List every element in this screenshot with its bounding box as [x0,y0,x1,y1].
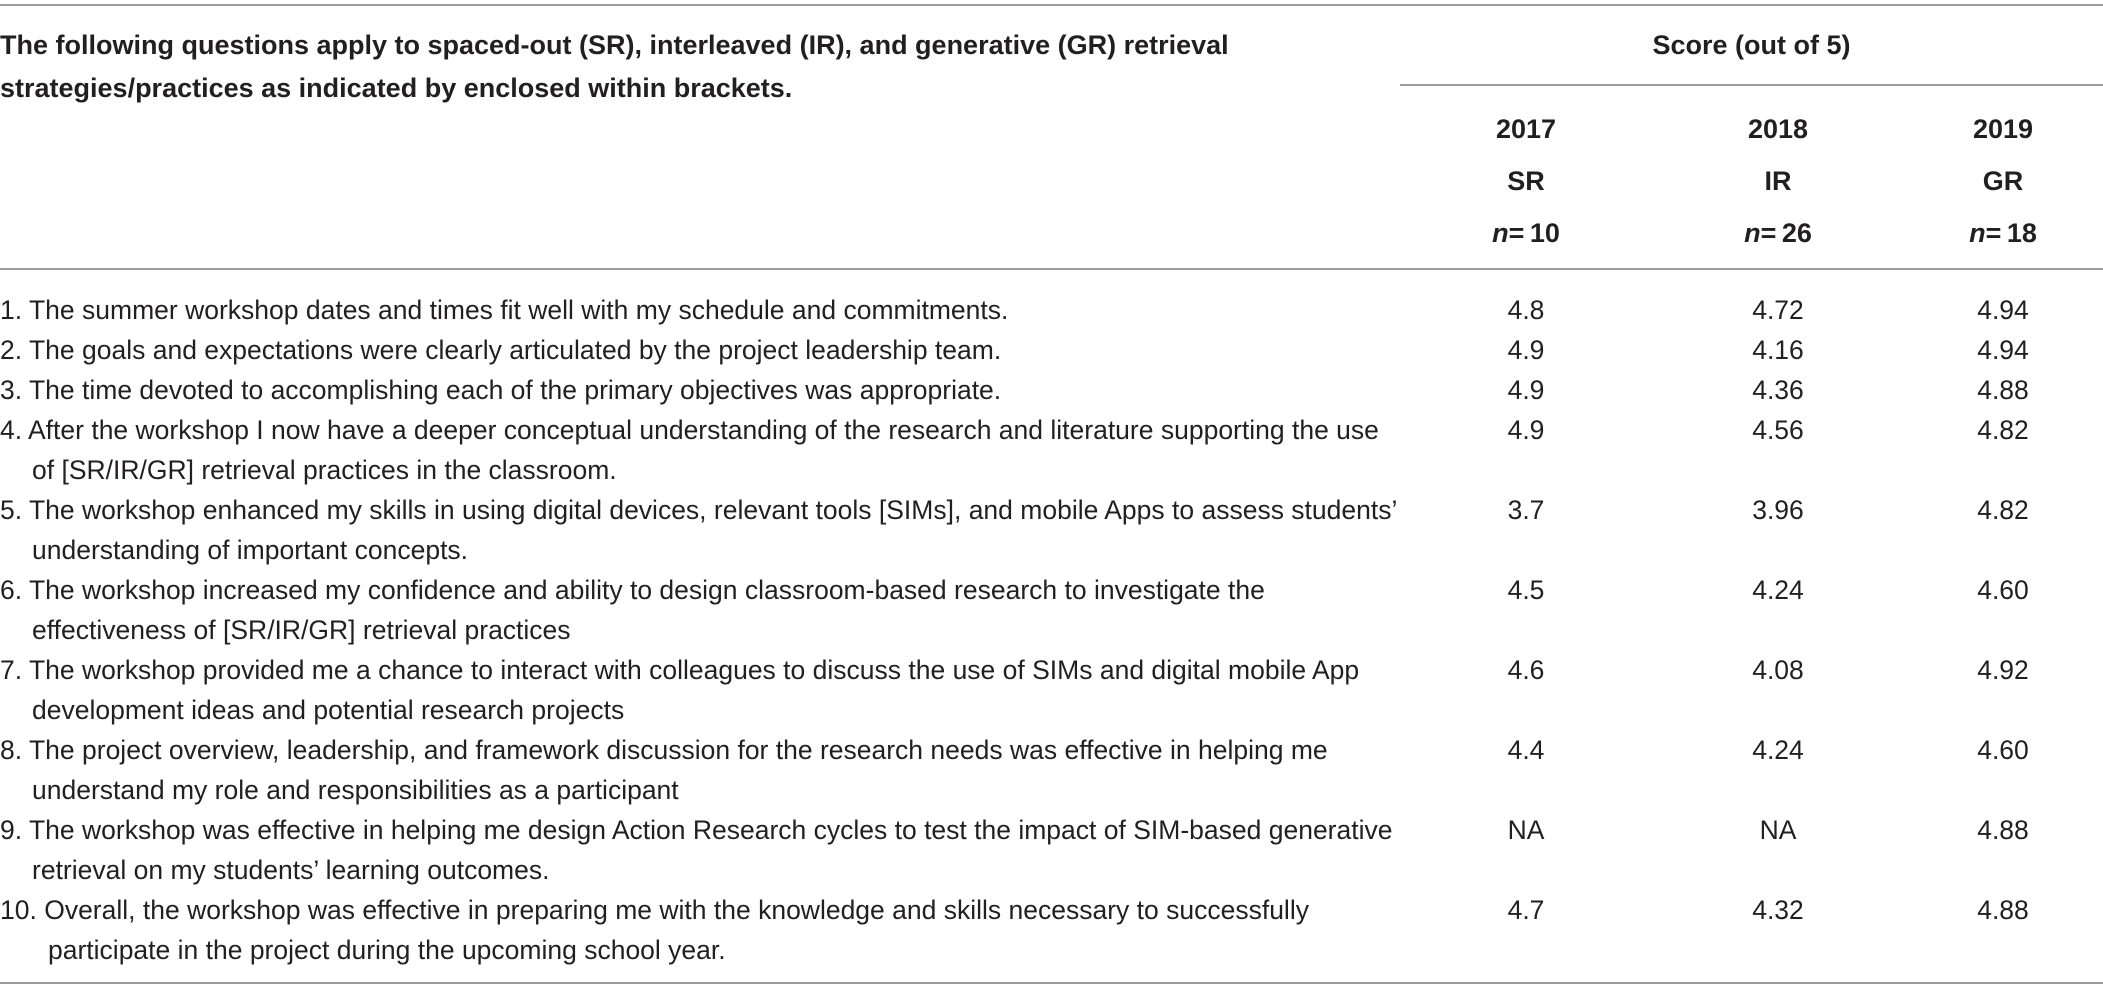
table-row [0,650,2103,730]
table-row [0,810,2103,890]
score-2017: 4.4 [1507,735,1545,765]
score-2019: 4.88 [1977,895,2029,925]
table-body [0,290,2103,970]
score-2019: 4.94 [1977,295,2029,325]
score-2017: 4.9 [1507,375,1545,405]
table-bottom-rule [0,982,2103,984]
score-2019: 4.82 [1977,495,2029,525]
question-text: 2. The goals and expectations were clearly articulated by the project leadership team. [0,335,1002,365]
score-2018: 4.36 [1752,375,1804,405]
score-2017: 4.9 [1507,415,1545,445]
question-text: 5. The workshop enhanced my skills in using digital devices, relevant tools [SIMs], and mobile Apps to assess students’ understanding of important concepts. [0,495,1397,565]
question-column-header: The following questions apply to spaced-out (SR), interleaved (IR), and generative (GR) retrieval strategies/practices as indicated by enclosed within brackets. [0,30,1229,103]
question-text: 10. Overall, the workshop was effective in preparing me with the knowledge and skills necessary to successfully participate in the project during the upcoming school year. [0,895,1309,965]
score-2019: 4.60 [1977,735,2029,765]
question-text: 3. The time devoted to accomplishing each of the primary objectives was appropriate. [0,375,1002,405]
score-2018: 4.56 [1752,415,1804,445]
score-header-rule [1400,84,2103,86]
score-2017: NA [1507,815,1545,845]
score-2018: 4.24 [1752,575,1804,605]
score-2017: 4.6 [1507,655,1545,685]
column-year: 2017 [1495,114,1557,144]
column-year: 2019 [1972,114,2034,144]
score-2017: 4.7 [1507,895,1545,925]
question-text: 4. After the workshop I now have a deeper conceptual understanding of the research and literature supporting the use of [SR/IR/GR] retrieval practices in the classroom. [0,415,1379,485]
question-text: 6. The workshop increased my confidence and ability to design classroom-based research to investigate the effectiveness of [SR/IR/GR] retrieval practices [0,575,1265,645]
column-strategy: IR [1764,166,1792,196]
score-2018: 4.16 [1752,335,1804,365]
score-2017: 4.8 [1507,295,1545,325]
score-2018: 4.32 [1752,895,1804,925]
table-top-rule [0,4,2103,6]
table-header-rule [0,268,2103,270]
column-header-2017 [1436,103,1616,259]
table-row [0,370,2103,410]
score-2019: 4.94 [1977,335,2029,365]
question-text: 1. The summer workshop dates and times fit well with my schedule and commitments. [0,295,1009,325]
table-row [0,290,2103,330]
score-2019: 4.92 [1977,655,2029,685]
score-2017: 4.5 [1507,575,1545,605]
column-year: 2018 [1747,114,1809,144]
column-header-2019 [1913,103,2093,259]
question-text: 8. The project overview, leadership, and framework discussion for the research needs was effective in helping me understand my role and responsibilities as a participant [0,735,1328,805]
score-2018: 4.08 [1752,655,1804,685]
score-2018: 4.24 [1752,735,1804,765]
score-2018: 4.72 [1752,295,1804,325]
column-header-2018 [1688,103,1868,259]
score-2019: 4.82 [1977,415,2029,445]
table-row [0,730,2103,810]
column-strategy: GR [1982,166,2024,196]
question-text: 7. The workshop provided me a chance to interact with colleagues to discuss the use of SIMs and digital mobile App development ideas and potential research projects [0,655,1360,725]
column-sample-size: n= 26 [1744,218,1812,248]
score-header: Score (out of 5) [1652,30,1851,60]
table-row [0,490,2103,570]
score-2018: NA [1759,815,1797,845]
column-strategy: SR [1507,166,1545,196]
score-2018: 3.96 [1752,495,1804,525]
column-sample-size: n= 10 [1492,218,1560,248]
table-row [0,410,2103,490]
score-2017: 4.9 [1507,335,1545,365]
table-row [0,570,2103,650]
table-row [0,330,2103,370]
score-2019: 4.60 [1977,575,2029,605]
question-text: 9. The workshop was effective in helping me design Action Research cycles to test the impact of SIM-based generative retrieval on my students’ learning outcomes. [0,815,1393,885]
score-2019: 4.88 [1977,815,2029,845]
column-sample-size: n= 18 [1969,218,2037,248]
table-row [0,890,2103,970]
score-2017: 3.7 [1507,495,1545,525]
score-2019: 4.88 [1977,375,2029,405]
